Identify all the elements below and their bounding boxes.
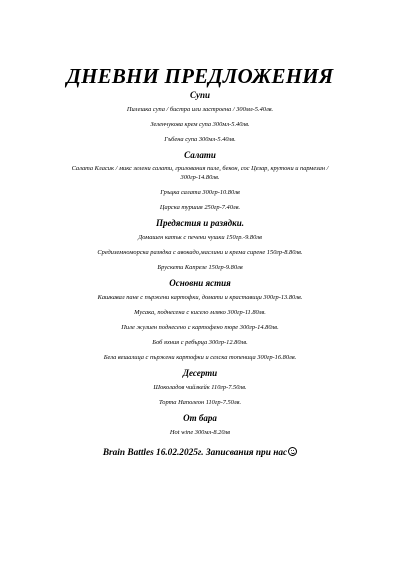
event-announcement <box>0 447 400 459</box>
section-title: От бара <box>183 413 217 424</box>
menu-item: Мусака, поднесена с кисело мляко 300гр-11.80лв. <box>134 309 266 317</box>
menu-item: Зеленчукова крем супа 300мл-5.40лв. <box>150 121 250 128</box>
section-title: Супи <box>189 90 210 100</box>
menu-item: Гръцка салата 300гр-10.80лв <box>160 189 240 197</box>
menu-item: Царска туршия 250гр-7.40лв. <box>159 204 241 212</box>
section-soups <box>30 90 370 144</box>
section-main-dishes <box>30 278 370 362</box>
smiley-icon <box>288 447 297 456</box>
section-title: Основни ястия <box>169 278 231 289</box>
event-announcement-text: Brain Battles 16.02.2025г. Записвания при нас <box>102 448 288 458</box>
section-bar <box>30 413 370 437</box>
menu-item: Домашен катък с печени чушки 150гр.-9.80лв <box>138 234 262 242</box>
menu-item: Бела вешалица с пържени картофки и селска топеница 300гр-16.80лв. <box>103 354 297 362</box>
menu-item: Hot wine 300мл-8.20лв <box>169 429 231 437</box>
menu-item: Боб яхния с ребърца 300гр-12.80лв. <box>152 339 248 347</box>
menu-item: Гъбена супа 300мл-5.40лв. <box>164 136 236 143</box>
section-title: Салати <box>184 150 216 160</box>
section-salads <box>30 150 370 212</box>
menu-body <box>30 90 370 443</box>
section-title: Десерти <box>182 368 218 379</box>
menu-item: Салата Класик / микс зелени салати, грилования пиле, бекон, сос Цезар, крутони и пармезан / 300гр-14.80лв. <box>71 165 329 181</box>
menu-item: Кашкавал пане с пържени картофки, домати и краставици 300гр-13.80лв. <box>97 294 303 302</box>
menu-item: Средиземноморска разядка с авокадо,маслини и крема сирене 150гр-8.80лв. <box>97 249 303 257</box>
page-title: ДНЕВНИ ПРЕДЛОЖЕНИЯ <box>66 64 334 88</box>
menu-item: Торта Наполеон 110гр-7.50лв. <box>158 399 242 407</box>
menu-item: Шоколадов чийзкейк 110гр-7.50лв. <box>153 384 247 392</box>
menu-item: Брускети Капрезе 150гр-9.80лв <box>157 264 243 272</box>
menu-item: Пиле жулиен поднесено с картофено пюре 300гр-14.80лв. <box>121 324 279 332</box>
section-desserts <box>30 368 370 407</box>
section-title: Предястия и разядки. <box>156 218 244 229</box>
section-starters <box>30 218 370 272</box>
menu-item: Пилешка супа / бистра или застроена / 300мл-5.40лв. <box>126 106 274 113</box>
